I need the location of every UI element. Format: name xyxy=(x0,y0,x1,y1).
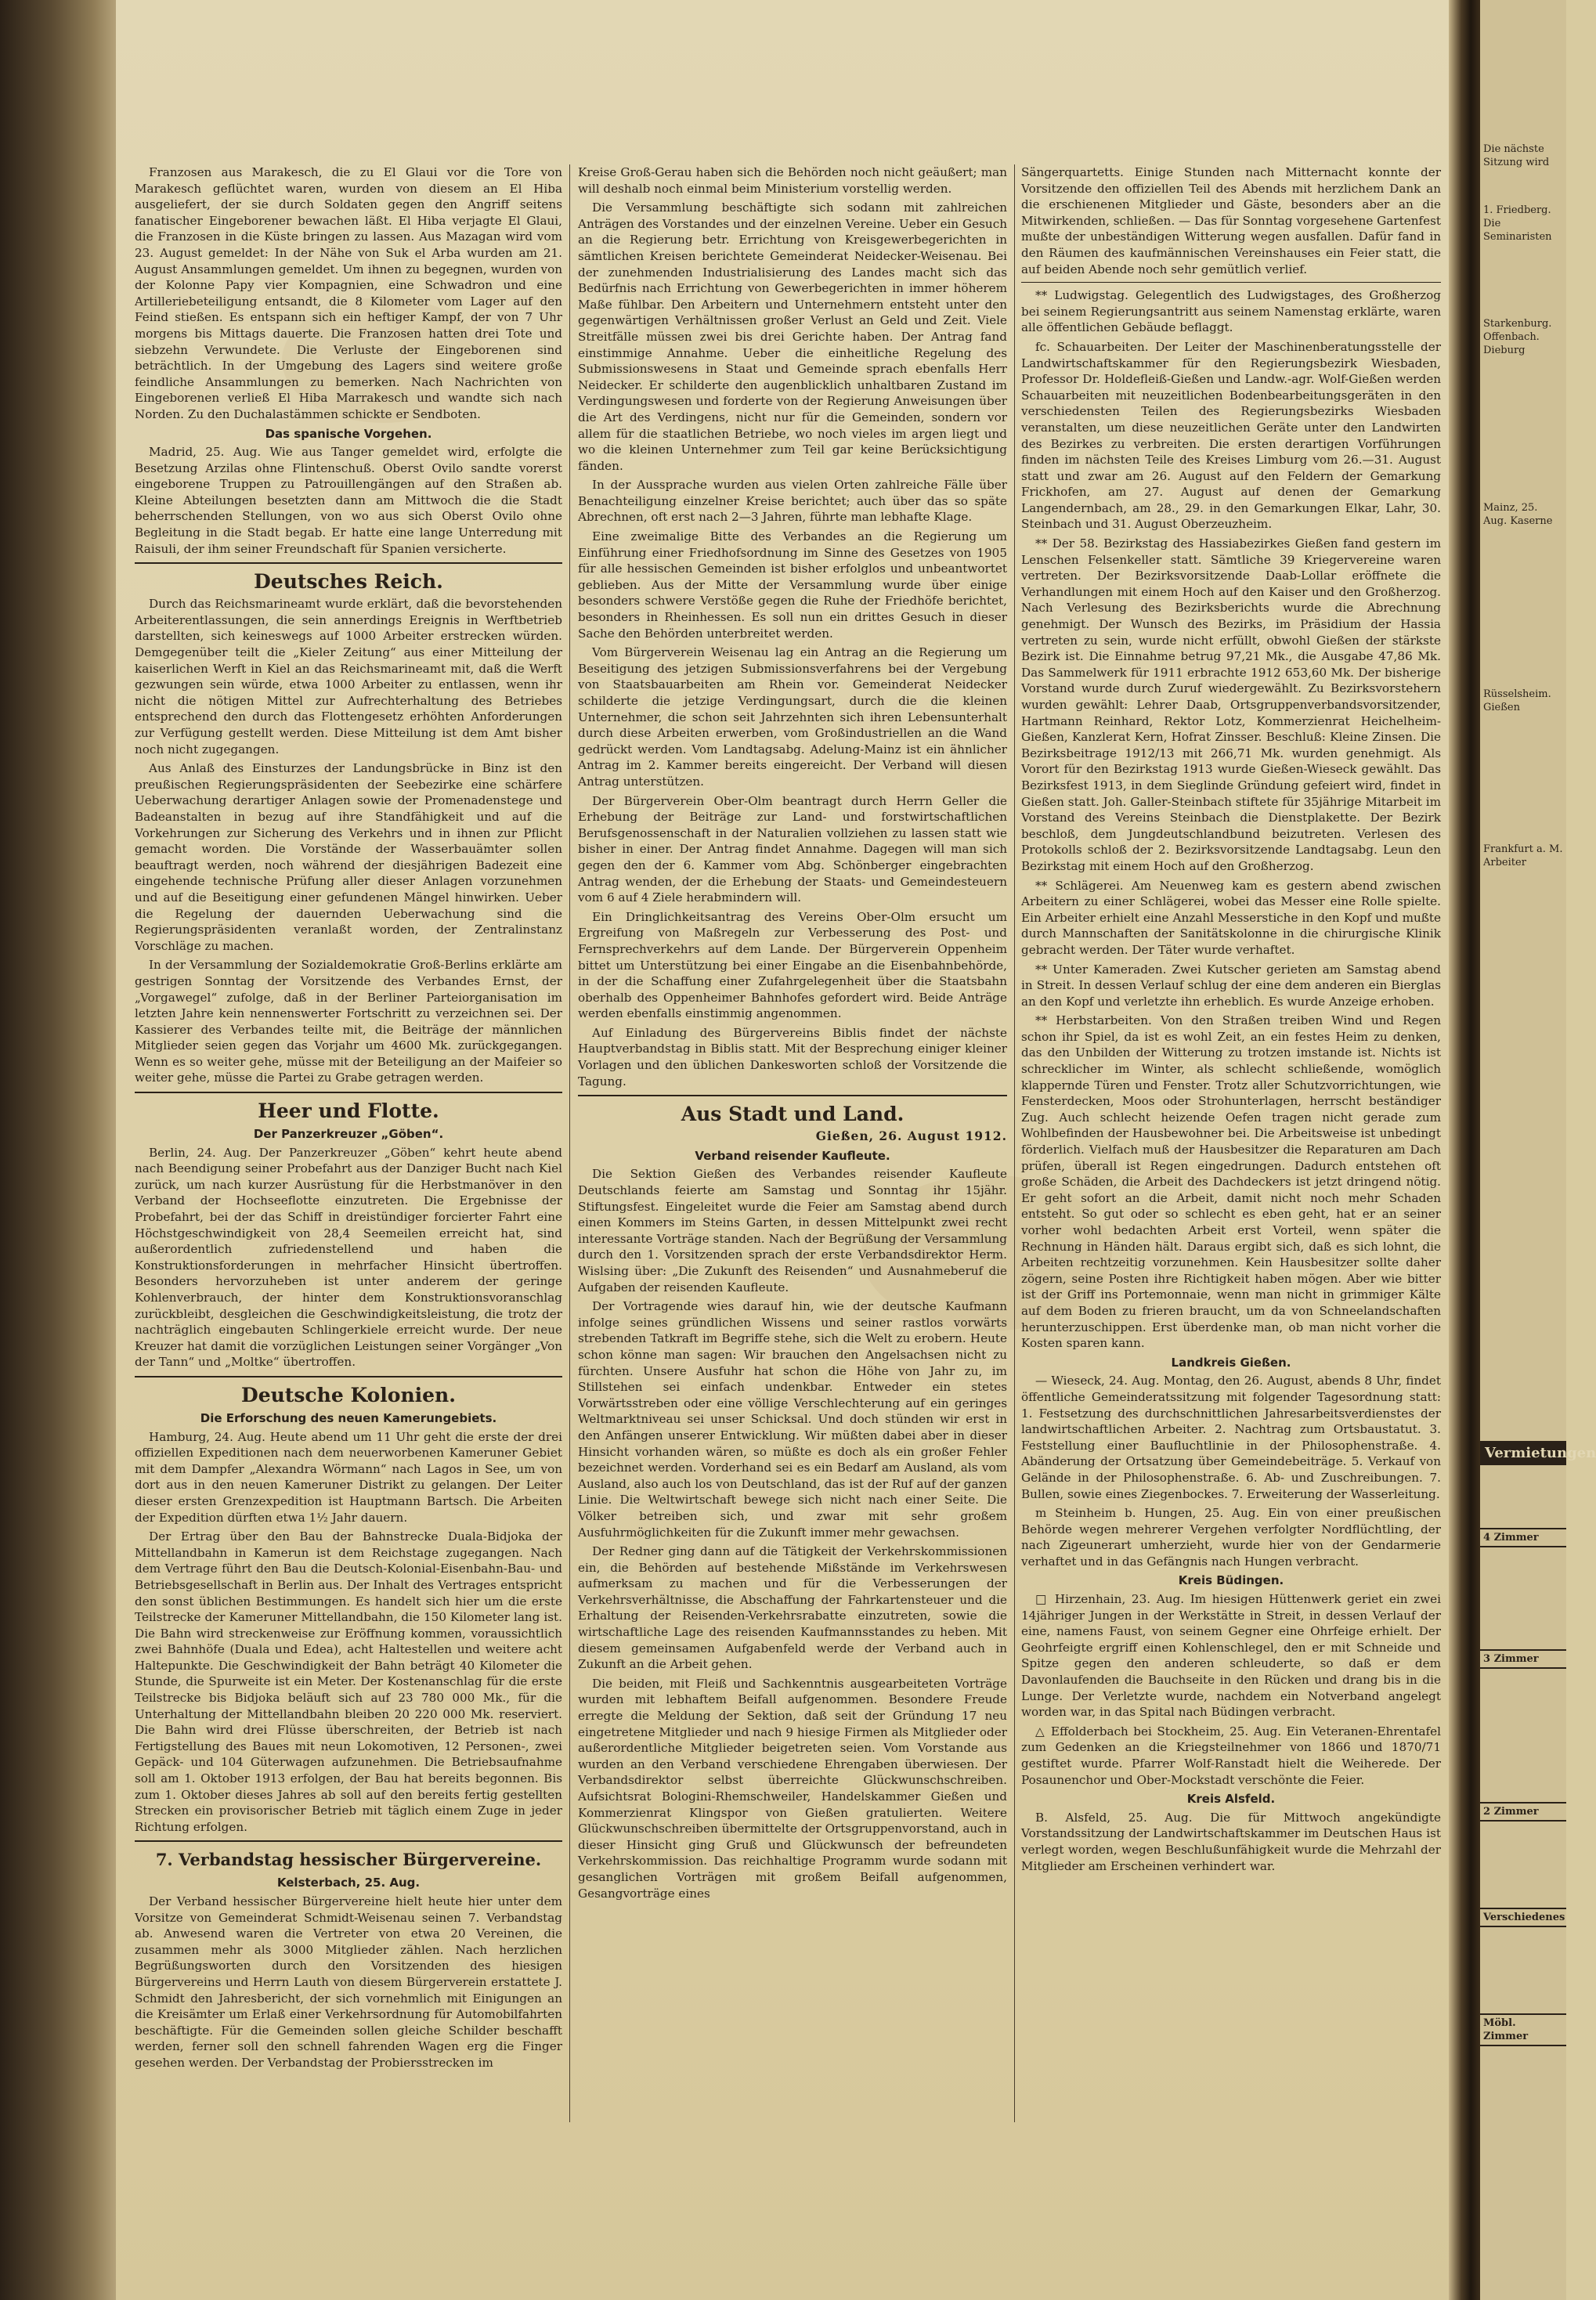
article-goeben: Berlin, 24. Aug. Der Panzerkreuzer „Göben“ kehrt heute abend nach Beendigung seiner Probefahrt aus der Danziger Bucht nach Kiel zurück, um nach kurzer Ausrüstung für die Herbstmanöver in den Verband der Hochseeflotte einzutreten. Die Ergebnisse der Probefahrt, bei der das Schiff in dreistündiger forcierter Fahrt eine Höchstgeschwindigkeit von 28,4 Seemeilen erreicht hat, sind außerordentlich zufriedenstellend und haben die Konstruktionsforderungen in mehrfacher Hinsicht übertroffen. Besonders hervorzuheben ist unter anderem der geringe Kohlenverbrauch, der hinter dem Konstruktionsvoranschlag zurückbleibt, desgleichen die Geschwindigkeitsleistung, die trotz der nachträglich eingebauten Schlingerkiele erreicht wurde. Der neue Kreuzer hat damit die vorzüglichen Leistungen seiner Vorgänger „Von der Tann“ und „Moltke“ übertroffen. xyxy=(135,1145,562,1370)
heading-deutsches-reich: Deutsches Reich. xyxy=(254,570,443,594)
article-kaufleute-4: Die beiden, mit Fleiß und Sachkenntnis ausgearbeiteten Vorträge wurden mit lebhaftem Beifall aufgenommen. Besondere Freude erregte die Meldung der Sektion, daß seit der Gründung 17 neu eingetretene Mitglieder und nach 9 hiesige Firmen als Mitglieder oder außerordentliche Mitglieder beigetreten seien. Vom Vorstande aus wurden an den Verband verschiedene Ehrengaben überwiesen. Der Verbandsdirektor selbst überreichte Glückwunschschreiben. Aufsichtsrat Bologini-Rhemschweiler, Handelskammer Gießen und Kommerzienrat Klingspor von Gießen gratulierten. Weitere Glückwunschschreiben übermittelte der Ortsgruppenvorstand, auch in dieser Hinsicht ging Gruß und Glückwunsch der befreundeten Verkehrskommission. Das reichhaltige Programm wurde sodann mit gesanglichen Vorträgen mit großem Beifall aufgenommen, Gesangvorträge eines xyxy=(578,1676,1007,1901)
article-saenger: Sängerquartetts. Einige Stunden nach Mitternacht konnte der Vorsitzende den offiziellen Teil des Abends mit herzlichem Dank an die erschienenen Mitglieder und Gäste, besonders aber an die Mitwirkenden, schließen. — Das für Sonntag vorgesehene Gartenfest mußte der unbeständigen Witterung wegen ausfallen. Dafür fand in den Räumen des kaufmännischen Vereinshauses ein Feier statt, die auf beiden Abende noch sehr gemütlich verlief. xyxy=(1021,165,1441,276)
article-wieseck: — Wieseck, 24. Aug. Montag, den 26. August, abends 8 Uhr, findet öffentliche Gemeinderatssitzung mit folgender Tagesordnung statt: 1. Festsetzung des durchschnittlichen Jahresarbeitsverdienstes der landwirtschaftlichen Arbeiter. 2. Nachtrag zum Ortsbaustatut. 3. Feststellung einer Baufluchtlinie in der Philosophenstraße. 4. Abänderung der Ortsatzung über Gemeindebeiträge. 5. Verkauf von Gelände in der Philosophenstraße. 6. Ab- und Zuschreibungen. 7. Bullen, sowie eines Ziegenbockes. 7. Erweiterung der Wasserleitung. xyxy=(1021,1374,1441,1501)
article-kameraden: ** Unter Kameraden. Zwei Kutscher gerieten am Samstag abend in Streit. In dessen Verlauf schlug der eine dem anderen ein Bierglas an den Kopf und verletzte ihn erheblich. Es wurde Anzeige erhoben. xyxy=(1021,962,1441,1009)
article-kaufleute-1: Die Sektion Gießen des Verbandes reisender Kaufleute Deutschlands feierte am Samstag und Sonntag ihr 15jähr. Stiftungsfest. Eingeleitet wurde die Feier am Samstag abend durch einen Kommers im Steins Garten, in dessen Mittelpunkt zwei recht interessante Vorträge standen. Nach der Begrüßung der Versammlung durch den 1. Vorsitzenden sprach der erste Verbandsdirektor Herm. Wislsing über: „Die Zukunft des Reisenden“ und Ausnahmeberuf die Aufgaben der reisenden Kaufleute. xyxy=(578,1167,1007,1294)
heading-landkreis-giessen: Landkreis Gießen. xyxy=(1171,1355,1291,1370)
column-rule xyxy=(569,164,570,2122)
article-hirzenhain: □ Hirzenhain, 23. Aug. Im hiesigen Hüttenwerk geriet ein zwei 14jähriger Jungen in der Werkstätte in Streit, in dessen Verlauf der eine, namens Faust, von seinem Gegner eine Ohrfeige erhielt. Der Geohrfeigte ergriff einen Kohlenschlegel, den er mit Schneide und Spitze gegen den anderen schleuderte, so daß er dem Davonlaufenden die Bauchseite in den Rücken und drang bis in die Lunge. Der Verletzte wurde, nachdem ein Notverband angelegt worden war, in das Spital nach Büdingen verbracht. xyxy=(1021,1592,1441,1720)
article-reich-1: Durch das Reichsmarineamt wurde erklärt, daß die bevorstehenden Arbeiterentlassungen, die sein annerdings Ereignis in Werftbetrieb darstellten, sich keineswegs auf 1000 Arbeiter erstrecken würden. Demgegenüber teilt die „Kieler Zeitung“ aus einer Mitteilung der kaiserlichen Werft in Kiel an das Reichsmarineamt mit, daß die Werft gezwungen sein würde, etwa 1000 Arbeiter zu entlassen, wenn ihr nicht die nötigen Mittel zur Aufrechterhaltung des Betriebes entsprechend den durch das Flottengesetz erhöhten Anforderungen zur Verfügung gestellt werden. Diese Mitteilung ist dem Amt bisher noch nicht zugegangen. xyxy=(135,597,562,756)
next-page-edge xyxy=(1480,0,1596,2300)
article-dringlichkeit: Ein Dringlichkeitsantrag des Vereins Ober-Olm ersucht um Ergreifung von Maßregeln zur Verbesserung des Post- und Fernsprechverkehrs auf dem Lande. Der Bürgerverein Oppenheim bittet um Unterstützung bei einer Eingabe an die Eisenbahnbehörde, in der die Schaffung einer Zufahrgelegenheit über die Staatsbahn oberhalb des Oppenheimer Bahnhofes gefordert wird. Beide Anträge werden ebenfalls einstimmig angenommen. xyxy=(578,909,1007,1021)
heading-kamerun: Die Erforschung des neuen Kamerungebiets. xyxy=(200,1410,497,1425)
article-ober-olm: Der Bürgerverein Ober-Olm beantragt durch Herrn Geller die Erhebung der Beiträge zur Land- und forstwirtschaftlichen Berufsgenossenschaft in der Naturalien vollziehen zu lassen statt wie bisher in einer. Der Antrag findet Annahme. Dagegen will man sich gegen den der 6. Kammer vom Abg. Schönberger eingebrachten Antrag wenden, der die Erhebung der Staats- und Gemeindesteuern vom 6 auf 4 Ziele herabmindern will. xyxy=(578,793,1007,905)
column-2 xyxy=(578,164,1007,2130)
heading-kolonien: Deutsche Kolonien. xyxy=(241,1383,456,1406)
article-effolderbach: △ Effolderbach bei Stockheim, 25. Aug. Ein Veteranen-Ehrentafel zum Gedenken an die Kriegsteilnehmer von 1866 und 1870/71 gestiftet wurde. Pfarrer Wolf-Ranstadt hielt die Weiherede. Der Posaunenchor und Ober-Mockstadt verschönte die Feier. xyxy=(1021,1724,1441,1787)
heading-heer-flotte: Heer und Flotte. xyxy=(258,1099,439,1123)
article-antraege: Die Versammlung beschäftigte sich sodann mit zahlreichen Anträgen des Vorstandes und der einzelnen Vereine. Ueber ein Gesuch an die Regierung betr. Errichtung von Kreisgewerbegerichten in sämtlichen Kreisen berichtete Gemeinderat Neidecker-Weisenau. Bei der zunehmenden Industrialisierung des Landes macht sich das Bedürfnis nach Errichtung von Gewerbegerichten in immer höherem Maße fühlbar. Den Arbeitern und Unternehmern entsteht unter den gegenwärtigen Verhältnissen großer Verlust an Geld und Zeit. Viele Streitfälle müssen zwei bis drei Gerichte haben. Der Antrag fand einstimmige Annahme. Ueber die einheitliche Regelung des Submissionswesens in Staat und Gemeinde sprach ebenfalls Herr Neidecker. Er schilderte den augenblicklich unhaltbaren Zustand im Verdingungswesen und forderte von der Regierung Anweisungen über die Art des Verdingens, nicht nur für die Gemeinden, sondern vor allem für die staatlichen Betriebe, wo noch vieles im argen liegt und wo die kleinen Unternehmer zum Teil gar keine Berücksichtigung fänden. xyxy=(578,200,1007,473)
book-gutter xyxy=(1449,0,1480,2300)
article-alsfeld: B. Alsfeld, 25. Aug. Die für Mittwoch angekündigte Vorstandssitzung der Landwirtschaftskammer im Deutschen Haus ist verlegt worden, wegen Beschlußunfähigkeit wurde die Mehrzahl der Mitglieder am Erscheinen verhindert war. xyxy=(1021,1810,1441,1873)
heading-kreis-alsfeld: Kreis Alsfeld. xyxy=(1186,1792,1276,1807)
section-rule xyxy=(135,562,562,564)
dateline-giessen: Gießen, 26. August 1912. xyxy=(815,1128,1007,1144)
section-rule xyxy=(135,1840,562,1842)
article-herbstarbeiten: ** Herbstarbeiten. Von den Straßen treiben Wind und Regen schon ihr Spiel, da ist es wohl Zeit, an ein festes Heim zu denken, das den Unbilden der Witterung zu trotzen imstande ist. Nichts ist schrecklicher im Winter, als schlecht schließende, womöglich klappernde Türen und Fenster. Trotz aller Schutzvorrichtungen, wie Fensterdecken, Moos oder Strohunterlagen, herrscht beständiger Zug. Auch schlecht heizende Oefen tragen nicht gerade zum Wohlbefinden der Hausbewohner bei. Die Arbeitsweise ist unbedingt förderlich. Vielfach muß der Hausbesitzer die Reparaturen am Dach prüfen, überall ist Regen eingedrungen. Dadurch entstehen oft große Schäden, die Arbeit des Dachdeckers ist jetzt dringend nötig. Er geht sofort an die Arbeit, damit nicht noch mehr Schaden entsteht. So gut oder so schlecht es eben geht, hat er an seiner vorher wohl bedachten Arbeit erst Vorteil, wenn später die Rechnung in Händen hält. Daraus ergibt sich, daß es sich lohnt, die Arbeiten rechtzeitig vorzunehmen. Kein Hausbesitzer sollte daher zögern, seine Posten ihre Richtigkeit haben mögen. Aber wie bitter ist der Griff ins Portemonnaie, wenn man nicht in grimmiger Kälte auf dem Boden zu frieren braucht, um da von Schneelandschaften herunterzuschippen. Erst überdenke man, ob man nicht vorher die Kosten sparen kann. xyxy=(1021,1013,1441,1351)
column-rule xyxy=(1014,164,1015,2122)
heading-kreis-buedingen: Kreis Büdingen. xyxy=(1178,1573,1284,1588)
ad-heading-vermietungen: Vermietungen xyxy=(1480,1441,1566,1465)
article-ludwigstag: ** Ludwigstag. Gelegentlich des Ludwigstages, des Großherzog bei seinem Regierungsantritt aus seinem Namenstag erklärte, waren alle öffentlichen Gebäude beflaggt. xyxy=(1021,288,1441,335)
article-verbandstag: Der Verband hessischer Bürgervereine hielt heute hier unter dem Vorsitze von Gemeinderat Schmidt-Weisenau seinen 7. Verbandstag ab. Anwesend waren die Vertreter von etwa 20 Vereinen, die zusammen mehr als 3000 Mitglieder zählen. Nach herzlichen Begrüßungsworten durch den Vorsitzenden des hiesigen Bürgervereins und Herrn Lauth von diesem Bürgerverein erstattete J. Schmidt den Jahresbericht, der sich vornehmlich mit Einigungen an die Kreisämter um Erlaß einer Verkehrsordnung für Automobilfahrten beschäftigte. Für die Gemeinden sollen gleiche Schilder beschafft werden, ferner soll den schnell fahrenden Wagen erg die Finger gesehen werden. Der Verbandstag der Probiersstrecken im xyxy=(135,1894,562,2070)
next-page-snippet: Starkenburg. Offenbach. Dieburg xyxy=(1483,318,1552,356)
article-schlaegerei: ** Schlägerei. Am Neuenweg kam es gestern abend zwischen Arbeitern zu einer Schlägerei, wobei das Messer eine Rolle spielte. Ein Arbeiter erhielt eine Anzahl Messerstiche in den Kopf und mußte durch Mannschaften der Sanitätskolonne in die chirurgische Klinik gebracht werden. Der Täter wurde verhaftet. xyxy=(1021,878,1441,957)
section-rule xyxy=(135,1092,562,1093)
ad-heading-3-zimmer: 3 Zimmer xyxy=(1480,1649,1566,1669)
section-rule xyxy=(135,1376,562,1377)
next-page-snippet: 1. Friedberg. Die Seminaristen xyxy=(1483,204,1552,243)
heading-verbandstag: 7. Verbandstag hessischer Bürgervereine. xyxy=(155,1850,542,1870)
column-3 xyxy=(1021,164,1441,2130)
article-reich-2: Aus Anlaß des Einsturzes der Landungsbrücke in Binz ist den preußischen Regierungspräsidenten der Seebezirke eine schärfere Ueberwachung derartiger Anlagen sowie der Promenadenstege und Badeanstalten in bezug auf ihre Standfähigkeit und auf die Vorkehrungen zur Sicherung des Verkehrs und in ihnen zur Pflicht gemacht worden. Die Vorstände der Wasserbauämter sollen beauftragt werden, noch während der diesjährigen Badezeit eine eingehende technische Prüfung aller dieser Anlagen vorzunehmen und auf die Beseitigung einer gefundenen Mängel hinwirken. Ueber die Regelung der dauernden Ueberwachung sind die Regierungspräsidenten veranlaßt worden, der Zentralinstanz Vorschläge zu machen. xyxy=(135,761,562,953)
article-morocco: Franzosen aus Marakesch, die zu El Glaui vor die Tore von Marakesch geflüchtet waren, wurden von diesem an El Hiba ausgeliefert, der sie durch Soldaten gegen den Angriff seitens fanatischer Eingeborener bewachen läßt. El Hiba verjagte El Glaui, die Franzosen in die Küste bringen zu lassen. Aus Mazagan wird vom 23. August gemeldet: In der Nähe von Suk el Arba wurden am 21. August Ansammlungen gemeldet. Um ihnen zu begegnen, wurden von der Kolonne Papy vier Kompagnien, eine Schwadron und eine Artilleriebeteiligung entsandt, die 8 Kilometer vom Lager auf den Feind stießen. Es entspann sich ein heftiger Kampf, der von 7 Uhr morgens bis Mittags dauerte. Die Franzosen hatten drei Tote und siebzehn Verwundete. Die Verluste der Eingeborenen sind beträchtlich. In der Umgebung des Lagers sind weitere große feindliche Ansammlungen zu bemerken. Nach Nachrichten von Eingeborenen verließ El Hiba Marrakesch und wandte sich nach Norden. Zu den Duchalastämmen schickte er Sendboten. xyxy=(135,165,562,421)
article-kaufleute-2: Der Vortragende wies darauf hin, wie der deutsche Kaufmann infolge seines gründlichen Wissens und seiner rastlos vorwärts strebenden Tatkraft im Begriffe stehe, sich die Welt zu erobern. Heute schon könne man sagen: Wir brauchen den Angelsachsen nicht zu fürchten. Unsere Ausfuhr hat schon die Höhe von Jahr zu, im Stillstehen sei einfach undenkbar. Entweder ein stetes Vorwärtsstreben oder eine völlige Verschlechterung auf ein geringes Weltmarktniveau sei unser Schicksal. Und doch stünden wir erst in den Anfängen unserer Entwicklung. Wir müßten dabei aber in dieser Hinsicht vorhanden wären, so müßte es doch als ein großer Fehler bezeichnet werden. Vorderhand sei es ein Bedarf am Ausland, als vom Ausland, also auch los von Deutschland, das ist der Ruf auf der ganzen Linie. Die Weltwirtschaft bewege sich nicht nach einer Seite. Die Völker betreiben sich, und zwar mit sehr großem Ausfuhrmöglichkeiten für die Zukunft immer mehr gewachsen. xyxy=(578,1299,1007,1540)
article-spain: Madrid, 25. Aug. Wie aus Tanger gemeldet wird, erfolgte die Besetzung Arzilas ohne Flintenschuß. Oberst Ovilo sandte vorerst eingeborene Truppen zu Patrouillengängen auf den Straßen ab. Kleine Abteilungen besetzten dann am Mittwoch die die Stadt beherrschenden Stellungen, von wo aus sich Oberst Ovilo ohne Begleitung in die Stadt begab. Er hatte eine lange Unterredung mit Raisuli, der ihm seiner Freundschaft für Spanien versicherte. xyxy=(135,445,562,556)
section-rule xyxy=(1021,282,1441,283)
article-weisenau: Vom Bürgerverein Weisenau lag ein Antrag an die Regierung um Beseitigung des jetzigen Submissionsverfahrens bei der Vergebung von Staatsbauarbeiten am Rhein vor. Gemeinderat Neidecker schilderte die jetzige Verdingungsart, durch die die kleinen Unternehmer, die schon seit Jahrzehnten sich ihren Lebensunterhalt durch diese Arbeiten erwerben, vom Großindustriellen an die Wand gedrückt werden. Vom Landtagsabg. Adelung-Mainz ist ein ähnlicher Antrag im 2. Kammer bereits eingereicht. Der Verband will diesen Antrag unterstützen. xyxy=(578,645,1007,789)
article-gerau: Kreise Groß-Gerau haben sich die Behörden noch nicht geäußert; man will deshalb noch einmal beim Ministerium vorstellig werden. xyxy=(578,165,1007,196)
next-page-snippet: Rüsselsheim. Gießen xyxy=(1483,688,1551,713)
next-page-snippet: Mainz, 25. Aug. Kaserne xyxy=(1483,502,1553,527)
heading-kaufleute: Verband reisender Kaufleute. xyxy=(695,1148,890,1163)
article-friedhof: Eine zweimalige Bitte des Verbandes an die Regierung um Einführung einer Friedhofsordnung im Sinne des Gesetzes von 1905 für alle hessischen Gemeinden ist bisher erfolglos und unbeantwortet geblieben. Aus der Mitte der Versammlung wurde über einige besonders schwere Verstöße gegen die Ruhe der Friedhöfe berichtet, besonders in Rheinhessen. Es soll nun ein drittes Gesuch in dieser Sache den Behörden unterbreitet werden. xyxy=(578,529,1007,641)
article-schauarbeiten: fc. Schauarbeiten. Der Leiter der Maschinenberatungsstelle der Landwirtschaftskammer für den Regierungsbezirk Wiesbaden, Professor Dr. Holdefleiß-Gießen und Landw.-agr. Wolf-Gießen werden Schauarbeiten mit neuzeitlichen Bodenbearbeitungsgeräten in den verschiedensten Teilen des Regierungsbezirks Wiesbaden veranstalten, um diese neuzeitlichen Geräte unter den Landwirten des Bezirkes zu verbreiten. Die ersten derartigen Vorführungen finden im nächsten Teile des Kreises Limburg vom 26.—31. August statt und zwar am 26. August auf den Feldern der Gemarkung Frickhofen, am 27. August auf denen der Gemarkung Langendernbach, am 28., 29. in den Gemarkungen Elkar, Lahr, 30. Steinbach und 31. August Oberzeuzheim. xyxy=(1021,339,1441,532)
heading-spain: Das spanische Vorgehen. xyxy=(265,426,432,441)
article-kamerun-2: Der Ertrag über den Bau der Bahnstrecke Duala-Bidjoka der Mittellandbahn in Kamerun ist dem Reichstage zugegangen. Nach dem Vertrage führt den Bau die Deutsch-Kolonial-Eisenbahn-Bau- und Betriebsgesellschaft in Berlin aus. Der Inhalt des Vertrages entspricht den sonst üblichen Bestimmungen. Es handelt sich hier um die erste Teilstrecke der Kameruner Mittellandbahn, die 150 Kilometer lang ist. Die Bahn wird streckenweise zur Eröffnung kommen, voraussichtlich zwei Bahnhöfe (Duala und Edea), acht Haltestellen und weitere acht Haltepunkte. Die Geschwindigkeit der Bahn beträgt 40 Kilometer die Stunde, die Spurweite ist ein Meter. Der Kostenanschlag für die erste Teilstrecke bis Bidjoka beläuft sich auf 23 780 000 Mk., für die Unterhaltung der Mittellandbahn bleiben 20 220 000 Mk. reserviert. Die Bahn wird drei Flüsse überschreiten, der Betrieb ist nach Fertigstellung des Baues mit neun Lokomotiven, 12 Personen-, zwei Gepäck- und 104 Güterwagen aufzunehmen. Die Betriebsaufnahme soll am 1. Oktober 1913 erfolgen, der Bau hat bereits begonnen. Bis zum 1. Oktober dieses Jahres ab soll auf den bereits fertig gestellten Strecken ein provisorischer Betrieb mit täglich einem Zuge in jeder Richtung erfolgen. xyxy=(135,1529,562,1834)
article-kamerun-1: Hamburg, 24. Aug. Heute abend um 11 Uhr geht die erste der drei offiziellen Expeditionen nach dem neuerworbenen Kameruner Gebiet mit dem Dampfer „Alexandra Wörmann“ nach Lagos in See, um von dort aus in den neuen Kameruner Distrikt zu gelangen. Der Leiter dieser ersten Grenzexpedition ist Hauptmann Bartsch. Die Arbeiten der Expedition dürften etwa 1½ Jahr dauern. xyxy=(135,1429,562,1525)
column-1 xyxy=(135,164,562,2130)
heading-goeben: Der Panzerkreuzer „Göben“. xyxy=(253,1127,444,1142)
article-biblis: Auf Einladung des Bürgervereins Biblis findet der nächste Hauptverbandstag in Biblis statt. Mit der Besprechung einiger kleiner Vorlagen und den üblichen Dankesworten schloß der Vorsitzende die Tagung. xyxy=(578,1025,1007,1089)
next-page-snippet: Die nächste Sitzung wird xyxy=(1483,143,1550,168)
article-bezirkstag: ** Der 58. Bezirkstag des Hassiabezirkes Gießen fand gestern im Lenschen Felsenkeller statt. Sämtliche 39 Kriegervereine waren vertreten. Der Bezirksvorsitzende Daab-Lollar eröffnete die Verhandlungen mit einem Hoch auf den Kaiser und den Großherzog. Nach Verlesung des Bezirksberichts wurde die Abrechnung genehmigt. Der Wunsch des Bezirks, im Präsidium der Hassia vertreten zu sein, wurde nicht erfüllt, obwohl Gießen der stärkste Bezirk ist. Die Einnahme betrug 97,21 Mk., die Ausgabe 47,86 Mk. Das Sammelwerk für 1911 erbrachte 1912 653,60 Mk. Der bisherige Vorstand wurde durch Zuruf wiedergewählt. Zu Bezirksvorstehern wurden gewählt: Lehrer Daab, Ortsgruppenverbandsvorsitzender, Hartmann Reinhard, Rektor Lotz, Kommerzienrat Heichelheim-Gießen, Kanzlerat Kern, Hofrat Zinsser. Beschluß: Kleine Zinsen. Die Bezirksbeitrage 1912/13 mit 266,71 Mk. wurden genehmigt. Als Vorort für den Bezirkstag 1913 wurde Gießen-Wieseck gewählt. Das Bezirksfest 1913, in dem Sieglinde Gründung gefeiert wird, findet in Gießen statt. Joh. Galler-Steinbach stiftete für 35jährige Mitarbeit im Vorstand des Vereins Steinbach die Dienstplakette. Der Bezirk beschloß, dem Jungdeutschlandbund beizutreten. Verlesen des Protokolls schloß der 2. Bezirksvorsitzende Landtagsabg. Leun den Bezirkstag mit einem Hoch auf den Großherzog. xyxy=(1021,536,1441,873)
ad-heading-2-zimmer: 2 Zimmer xyxy=(1480,1802,1566,1822)
ad-heading-moebl-zimmer: Möbl. Zimmer xyxy=(1480,2013,1566,2046)
article-kaufleute-3: Der Redner ging dann auf die Tätigkeit der Verkehrskommissionen ein, die Behörden auf bestehende Mißstände im Verkehrswesen aufmerksam zu machen und für die Verbesserungen der Verkehrsverhältnisse, die Abschaffung der Fahrkartensteuer und die Erhaltung der Reisenden-Verkehrsrabatte einzutreten, sowie die wirtschaftliche Lage des reisenden Kaufmannsstandes zu heben. Mit diesem gemeinsamen Aufgabenfeld werde der Verband auch in Zukunft an die Arbeit gehen. xyxy=(578,1544,1007,1672)
section-rule xyxy=(578,1095,1007,1096)
heading-stadt-land: Aus Stadt und Land. xyxy=(681,1103,905,1126)
article-steinheim: m Steinheim b. Hungen, 25. Aug. Ein von einer preußischen Behörde wegen mehrerer Vergehen verfolgter Nordflüchtling, der nach Zigeunerart umherzieht, wurde hier von der Gendarmerie verhaftet und in das Gefängnis nach Hungen verbracht. xyxy=(1021,1506,1441,1569)
dateline-kelsterbach: Kelsterbach, 25. Aug. xyxy=(276,1876,421,1890)
ad-heading-verschiedenes: Verschiedenes xyxy=(1480,1908,1566,1927)
article-aussprache: In der Aussprache wurden aus vielen Orten zahlreiche Fälle über Benachteiligung einzelner Kreise berichtet; auch über das so späte Abrechnen, oft erst nach 2—3 Jahren, führte man lebhafte Klage. xyxy=(578,478,1007,525)
article-reich-3: In der Versammlung der Sozialdemokratie Groß-Berlins erklärte am gestrigen Sonntag der Vorsitzende des Verbandes Ernst, der „Vorgawegel“ zufolge, daß in der Berliner Parteiorganisation im letzten Jahre kein nennenswerter Fortschritt zu verzeichnen sei. Der Kassierer des Verbandes teilte mit, die Beiträge der männlichen Mitglieder seien gegen das Vorjahr um 4600 Mk. zurückgegangen. Wenn es so weiter gehe, müsse mit der Beteiligung an der Maifeier so weiter gehe, müsse die Partei zu Grabe getragen werden. xyxy=(135,958,562,1085)
book-binding-left xyxy=(0,0,116,2300)
next-page-snippet: Frankfurt a. M. Arbeiter xyxy=(1483,843,1563,868)
ad-heading-4-zimmer: 4 Zimmer xyxy=(1480,1528,1566,1547)
